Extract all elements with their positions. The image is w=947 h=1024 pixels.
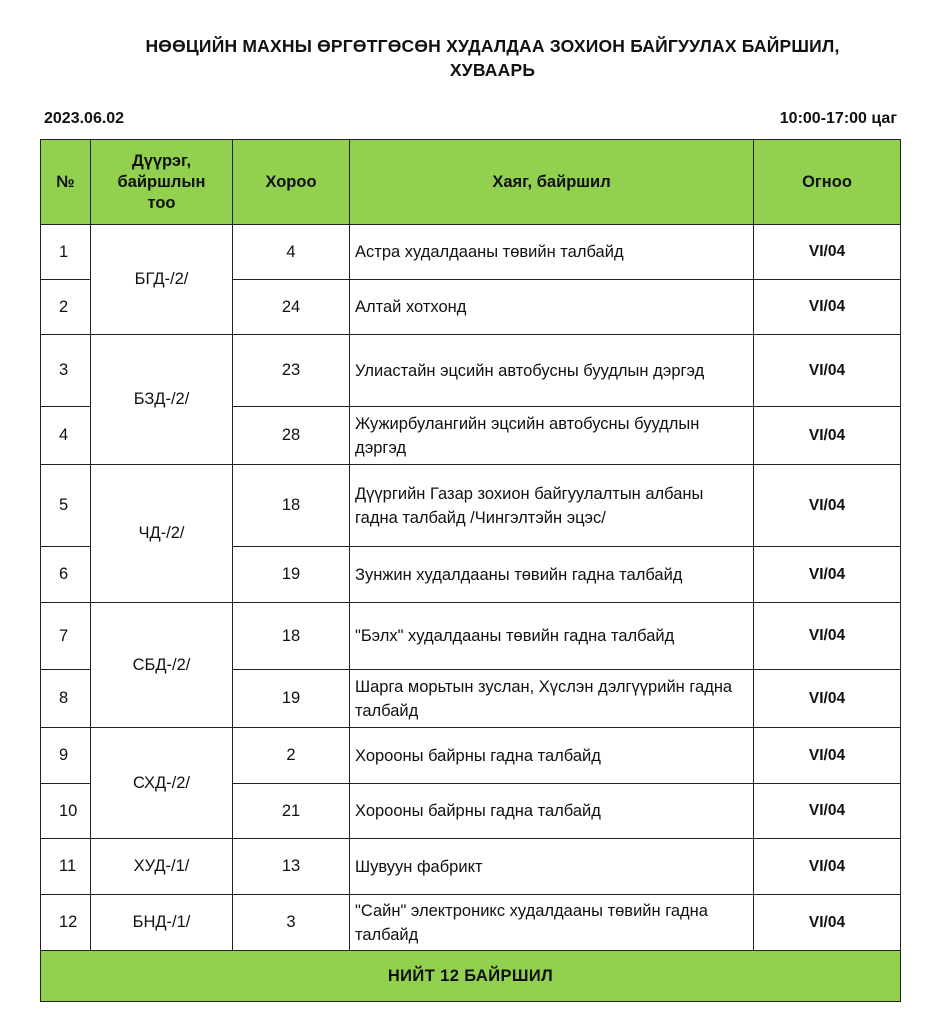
table-row: [41, 895, 901, 951]
header-district-label: Дүүрэг, байршлын тоо: [117, 151, 206, 212]
district-cell: ЧД-/2/: [91, 465, 233, 603]
row-number: 5: [41, 465, 91, 547]
row-number: 2: [41, 280, 91, 335]
address-cell: Шарга морьтын зуслан, Хүслэн дэлгүүрийн гадна талбайд: [350, 670, 754, 728]
date-cell: VI/04: [754, 225, 901, 280]
schedule-table: [40, 139, 901, 1002]
date-cell: VI/04: [754, 465, 901, 547]
schedule-date: 2023.06.02: [44, 110, 125, 127]
address-cell: Алтай хотхонд: [350, 280, 754, 335]
row-number: 1: [41, 225, 91, 280]
date-cell: VI/04: [754, 335, 901, 407]
header-no: №: [41, 140, 91, 225]
table-row: [41, 335, 901, 407]
schedule-time: 10:00-17:00 цаг: [779, 110, 897, 127]
table-row: [41, 603, 901, 670]
row-number: 6: [41, 547, 91, 603]
khoroo-cell: 19: [233, 547, 350, 603]
row-number: 12: [41, 895, 91, 951]
khoroo-cell: 3: [233, 895, 350, 951]
date-cell: VI/04: [754, 547, 901, 603]
khoroo-cell: 13: [233, 839, 350, 895]
district-cell: БНД-/1/: [91, 895, 233, 951]
address-cell: Шувуун фабрикт: [350, 839, 754, 895]
khoroo-cell: 28: [233, 407, 350, 465]
khoroo-cell: 24: [233, 280, 350, 335]
table-row: [41, 465, 901, 547]
district-cell: СХД-/2/: [91, 728, 233, 839]
khoroo-cell: 18: [233, 603, 350, 670]
khoroo-cell: 21: [233, 784, 350, 839]
header-address: Хаяг, байршил: [350, 140, 754, 225]
date-cell: VI/04: [754, 839, 901, 895]
total-row: [41, 951, 901, 1002]
date-cell: VI/04: [754, 280, 901, 335]
date-cell: VI/04: [754, 728, 901, 784]
khoroo-cell: 2: [233, 728, 350, 784]
khoroo-cell: 4: [233, 225, 350, 280]
table-row: [41, 728, 901, 784]
district-cell: БЗД-/2/: [91, 335, 233, 465]
table-body: [41, 225, 901, 1002]
district-cell: БГД-/2/: [91, 225, 233, 335]
date-cell: VI/04: [754, 670, 901, 728]
table-header-row: [41, 140, 901, 225]
address-cell: Хорооны байрны гадна талбайд: [350, 728, 754, 784]
khoroo-cell: 23: [233, 335, 350, 407]
row-number: 11: [41, 839, 91, 895]
document-title-line-2: ХУВААРЬ: [449, 60, 536, 80]
meta-row: [44, 110, 897, 132]
khoroo-cell: 19: [233, 670, 350, 728]
row-number: 8: [41, 670, 91, 728]
address-cell: Астра худалдааны төвийн талбайд: [350, 225, 754, 280]
row-number: 10: [41, 784, 91, 839]
address-cell: "Бэлх" худалдааны төвийн гадна талбайд: [350, 603, 754, 670]
row-number: 4: [41, 407, 91, 465]
table-row: [41, 225, 901, 280]
header-date: Огноо: [754, 140, 901, 225]
date-cell: VI/04: [754, 407, 901, 465]
address-cell: Хорооны байрны гадна талбайд: [350, 784, 754, 839]
date-cell: VI/04: [754, 784, 901, 839]
date-cell: VI/04: [754, 895, 901, 951]
table-row: [41, 839, 901, 895]
row-number: 9: [41, 728, 91, 784]
address-cell: Жужирбулангийн эцсийн автобусны буудлын дэргэд: [350, 407, 754, 465]
header-district: [91, 140, 233, 225]
document-title: [60, 34, 925, 82]
khoroo-cell: 18: [233, 465, 350, 547]
row-number: 7: [41, 603, 91, 670]
total-label: НИЙТ 12 БАЙРШИЛ: [41, 951, 901, 1002]
address-cell: "Сайн" электроникс худалдааны төвийн гадна талбайд: [350, 895, 754, 951]
date-cell: VI/04: [754, 603, 901, 670]
address-cell: Дүүргийн Газар зохион байгуулалтын албаны гадна талбайд /Чингэлтэйн эцэс/: [350, 465, 754, 547]
district-cell: СБД-/2/: [91, 603, 233, 728]
document-title-line-1: НӨӨЦИЙН МАХНЫ ӨРГӨТГӨСӨН ХУДАЛДАА ЗОХИОН БАЙГУУЛАХ БАЙРШИЛ,: [145, 36, 840, 56]
district-cell: ХУД-/1/: [91, 839, 233, 895]
address-cell: Улиастайн эцсийн автобусны буудлын дэргэд: [350, 335, 754, 407]
header-khoroo: Хороо: [233, 140, 350, 225]
address-cell: Зунжин худалдааны төвийн гадна талбайд: [350, 547, 754, 603]
row-number: 3: [41, 335, 91, 407]
